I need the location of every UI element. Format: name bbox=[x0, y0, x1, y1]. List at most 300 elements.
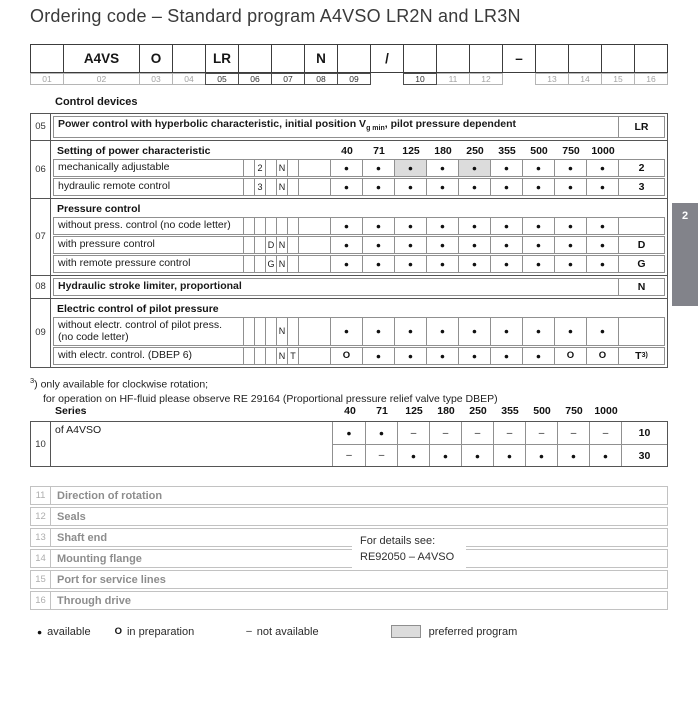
row-code-label: D bbox=[637, 238, 646, 251]
availability-cell-355 bbox=[490, 348, 522, 364]
position-number-15: 15 bbox=[31, 571, 51, 588]
code-letter: N bbox=[278, 239, 286, 250]
code-letter: N bbox=[278, 350, 286, 361]
availability-cell-750 bbox=[554, 160, 586, 176]
available-dot-icon: ● bbox=[439, 350, 446, 361]
section-body bbox=[51, 141, 667, 198]
position-number-07 bbox=[271, 73, 305, 85]
not-available-dash: – bbox=[538, 427, 545, 439]
available-dot-icon: ● bbox=[407, 162, 414, 173]
availability-cell-250 bbox=[458, 256, 490, 272]
details-note-line-1: For details see: bbox=[360, 535, 436, 547]
code-letter: G bbox=[267, 258, 275, 269]
code-letter-cell bbox=[254, 318, 265, 345]
availability-cell-180 bbox=[426, 318, 458, 345]
row-code bbox=[618, 117, 664, 137]
availability-cell-355 bbox=[490, 237, 522, 253]
available-dot-icon: ● bbox=[375, 220, 382, 231]
ordering-code-positions bbox=[30, 73, 668, 85]
series-code bbox=[621, 445, 667, 466]
code-cell-label: N bbox=[316, 51, 326, 66]
series-availability-cell-125 bbox=[397, 445, 429, 466]
position-number-label: 08 bbox=[35, 281, 46, 293]
row-description bbox=[54, 237, 243, 253]
position-number-15 bbox=[601, 73, 635, 85]
code-letter-cell bbox=[276, 237, 287, 253]
description-text: , pilot pressure dependent bbox=[384, 118, 517, 130]
code-cell-15 bbox=[601, 44, 635, 73]
code-letter-cell bbox=[254, 237, 265, 253]
size-header-500: 500 bbox=[530, 144, 548, 157]
position-number-label: 02 bbox=[96, 74, 107, 84]
code-letter-cell bbox=[287, 179, 298, 195]
available-dot-icon: ● bbox=[567, 239, 574, 250]
section-07 bbox=[31, 198, 667, 275]
position-number-05 bbox=[205, 73, 239, 85]
availability-cell-750 bbox=[554, 348, 586, 364]
availability-cell-250 bbox=[458, 160, 490, 176]
availability-cell-180 bbox=[426, 160, 458, 176]
order-position-label: Shaft end bbox=[57, 531, 108, 544]
available-dot-icon: ● bbox=[407, 326, 414, 337]
option-row bbox=[53, 178, 665, 196]
subscript-text: g min bbox=[366, 125, 385, 133]
available-dot-icon: ● bbox=[375, 326, 382, 337]
available-dot-icon: ● bbox=[343, 239, 350, 250]
availability-cell-1000 bbox=[586, 256, 618, 272]
spacer-cell bbox=[298, 179, 330, 195]
order-position-label: Mounting flange bbox=[57, 552, 142, 565]
availability-cell-180 bbox=[426, 237, 458, 253]
availability-cell-71 bbox=[362, 160, 394, 176]
row-code-label: 2 bbox=[638, 161, 645, 174]
available-dot-icon: ● bbox=[535, 162, 542, 173]
available-dot-icon: ● bbox=[602, 450, 609, 461]
code-letter-cell bbox=[254, 256, 265, 272]
code-cell-label: / bbox=[385, 51, 389, 66]
feature-row-05 bbox=[53, 116, 665, 138]
not-available-dash: – bbox=[474, 427, 481, 439]
availability-cell-500 bbox=[522, 318, 554, 345]
available-dot-icon: ● bbox=[503, 181, 510, 192]
position-number-label: 07 bbox=[283, 74, 293, 84]
code-letter-cell bbox=[254, 179, 265, 195]
position-number-13: 13 bbox=[31, 529, 51, 546]
available-dot-icon: ● bbox=[474, 450, 481, 461]
available-dot-icon: ● bbox=[599, 326, 606, 337]
series-code-label: 30 bbox=[638, 449, 651, 462]
group-header bbox=[53, 142, 665, 158]
available-dot-icon: ● bbox=[439, 326, 446, 337]
size-header-125: 125 bbox=[402, 144, 420, 157]
code-cell-03 bbox=[139, 44, 173, 73]
availability-cell-180 bbox=[426, 256, 458, 272]
in-preparation-circle-icon: O bbox=[114, 626, 122, 637]
code-letter-cell bbox=[265, 348, 276, 364]
description-text: hydraulic remote control bbox=[58, 180, 171, 193]
position-number-label: 07 bbox=[35, 231, 46, 243]
row-description bbox=[54, 279, 618, 295]
row-code-superscript: 3) bbox=[641, 352, 648, 360]
available-dot-icon: ● bbox=[37, 626, 43, 637]
legend-label: available bbox=[47, 625, 91, 638]
availability-cell-125 bbox=[394, 179, 426, 195]
available-dot-icon: ● bbox=[343, 162, 350, 173]
availability-cell-71 bbox=[362, 237, 394, 253]
position-number-14 bbox=[568, 73, 602, 85]
series-availability-cell-500 bbox=[525, 422, 557, 444]
availability-cell-355 bbox=[490, 218, 522, 234]
size-header-250: 250 bbox=[466, 144, 484, 157]
in-preparation-circle-icon: O bbox=[566, 350, 575, 362]
available-dot-icon: ● bbox=[343, 326, 350, 337]
code-letter-cell bbox=[265, 218, 276, 234]
section-body bbox=[51, 114, 667, 140]
series-availability-cell-355 bbox=[493, 445, 525, 466]
order-position-row-13 bbox=[30, 528, 668, 547]
position-number-11: 11 bbox=[31, 487, 51, 504]
availability-cell-40 bbox=[330, 348, 362, 364]
series-size-headers bbox=[334, 405, 622, 417]
group-header-label: Electric control of pilot pressure bbox=[57, 302, 219, 315]
row-code bbox=[618, 348, 664, 364]
availability-cell-125 bbox=[394, 218, 426, 234]
availability-cell-71 bbox=[362, 179, 394, 195]
code-letter-cell bbox=[276, 318, 287, 345]
code-cell-13 bbox=[535, 44, 569, 73]
availability-cell-355 bbox=[490, 318, 522, 345]
not-available-dash: – bbox=[410, 427, 417, 439]
position-number-08 bbox=[304, 73, 338, 85]
available-dot-icon: ● bbox=[503, 220, 510, 231]
row-description bbox=[54, 160, 243, 176]
position-number-label: 16 bbox=[646, 74, 656, 84]
available-dot-icon: ● bbox=[599, 239, 606, 250]
code-letter: N bbox=[278, 258, 286, 269]
group-header bbox=[53, 300, 665, 316]
row-description bbox=[54, 179, 243, 195]
code-cell-14 bbox=[568, 44, 602, 73]
section-body bbox=[51, 299, 667, 367]
description-line bbox=[58, 118, 516, 136]
code-cell-label: – bbox=[515, 51, 523, 66]
available-dot-icon: ● bbox=[343, 181, 350, 192]
code-letter-cell bbox=[276, 348, 287, 364]
position-number-13 bbox=[535, 73, 569, 85]
series-availability-cell-355 bbox=[493, 422, 525, 444]
series-size-header-355: 355 bbox=[501, 405, 519, 417]
position-number-label: 03 bbox=[151, 74, 161, 84]
spacer-cell bbox=[298, 218, 330, 234]
section-05 bbox=[31, 114, 667, 140]
availability-cell-71 bbox=[362, 318, 394, 345]
code-separator-cell bbox=[370, 44, 404, 73]
chapter-tab bbox=[672, 203, 698, 306]
series-size-header-40: 40 bbox=[344, 405, 356, 417]
order-position-row-11 bbox=[30, 486, 668, 505]
group-header-label: Pressure control bbox=[57, 202, 141, 215]
series-availability-cell-40 bbox=[333, 422, 365, 444]
available-dot-icon: ● bbox=[503, 258, 510, 269]
series-header bbox=[30, 405, 668, 417]
row-description bbox=[54, 256, 243, 272]
code-letter-cell bbox=[287, 348, 298, 364]
description-text: mechanically adjustable bbox=[58, 161, 170, 174]
position-number-label: 04 bbox=[184, 74, 194, 84]
size-header-750: 750 bbox=[562, 144, 580, 157]
row-code bbox=[618, 318, 664, 345]
series-size-header-125: 125 bbox=[405, 405, 423, 417]
available-dot-icon: ● bbox=[343, 258, 350, 269]
available-dot-icon: ● bbox=[375, 350, 382, 361]
description-text: without press. control (no code letter) bbox=[58, 219, 231, 232]
position-number-label: 14 bbox=[580, 74, 590, 84]
control-devices-table bbox=[30, 113, 668, 368]
group-header-label: Setting of power characteristic bbox=[57, 144, 211, 157]
available-dot-icon: ● bbox=[375, 258, 382, 269]
available-dot-icon: ● bbox=[439, 181, 446, 192]
ordering-code-cells bbox=[30, 44, 668, 73]
position-number-label: 01 bbox=[42, 74, 52, 84]
order-position-label: Seals bbox=[57, 510, 86, 523]
position-number-09 bbox=[337, 73, 371, 85]
code-cell-04 bbox=[172, 44, 206, 73]
code-letter: N bbox=[278, 181, 286, 192]
row-description bbox=[54, 117, 618, 137]
option-row bbox=[53, 317, 665, 346]
availability-cell-1000 bbox=[586, 318, 618, 345]
availability-cell-355 bbox=[490, 179, 522, 195]
code-letter: 2 bbox=[257, 162, 263, 173]
availability-cell-125 bbox=[394, 318, 426, 345]
available-dot-icon: ● bbox=[535, 239, 542, 250]
code-separator-cell bbox=[502, 44, 536, 73]
code-letter-cell bbox=[287, 237, 298, 253]
legend-item-circle bbox=[115, 626, 195, 638]
available-dot-icon: ● bbox=[407, 220, 414, 231]
legend-item-box bbox=[391, 625, 518, 638]
availability-cell-250 bbox=[458, 218, 490, 234]
code-letter: D bbox=[267, 239, 275, 250]
legend bbox=[37, 625, 517, 638]
position-number-06 bbox=[31, 141, 51, 198]
series-size-header-250: 250 bbox=[469, 405, 487, 417]
row-code-label: G bbox=[637, 257, 646, 270]
position-number-10 bbox=[403, 73, 437, 85]
availability-cell-71 bbox=[362, 256, 394, 272]
availability-cell-40 bbox=[330, 160, 362, 176]
legend-item-dot bbox=[37, 626, 91, 638]
row-code bbox=[618, 256, 664, 272]
position-number-label: 06 bbox=[250, 74, 260, 84]
available-dot-icon: ● bbox=[503, 350, 510, 361]
description-text: with pressure control bbox=[58, 238, 155, 251]
row-code bbox=[618, 237, 664, 253]
position-number-label: 10 bbox=[415, 74, 425, 84]
code-letter-cell bbox=[276, 256, 287, 272]
position-number-05 bbox=[31, 114, 51, 140]
position-number-label: 15 bbox=[613, 74, 623, 84]
availability-cell-250 bbox=[458, 318, 490, 345]
available-dot-icon: ● bbox=[567, 326, 574, 337]
code-letter-cell bbox=[287, 318, 298, 345]
order-position-label: Direction of rotation bbox=[57, 489, 163, 502]
code-letter-cell bbox=[254, 218, 265, 234]
row-description bbox=[54, 348, 243, 364]
code-cell-07 bbox=[271, 44, 305, 73]
position-number-10: 10 bbox=[31, 422, 51, 466]
series-code bbox=[621, 422, 667, 444]
row-code bbox=[618, 218, 664, 234]
code-cell-label: O bbox=[150, 51, 162, 66]
not-available-dash: – bbox=[602, 427, 609, 439]
code-letter-cell bbox=[243, 218, 254, 234]
availability-cell-40 bbox=[330, 318, 362, 345]
code-letter-cell bbox=[243, 237, 254, 253]
footnote-text: ) only available for clockwise rotation; bbox=[34, 378, 209, 391]
available-dot-icon: ● bbox=[442, 450, 449, 461]
row-code-label: N bbox=[637, 280, 646, 293]
available-dot-icon: ● bbox=[375, 181, 382, 192]
availability-cell-250 bbox=[458, 179, 490, 195]
section-body bbox=[51, 276, 667, 298]
details-note-line-2: RE92050 – A4VSO bbox=[360, 551, 455, 563]
series-size-header-1000: 1000 bbox=[594, 405, 618, 417]
available-dot-icon: ● bbox=[535, 258, 542, 269]
availability-cell-500 bbox=[522, 218, 554, 234]
availability-cell-500 bbox=[522, 348, 554, 364]
series-size-header-71: 71 bbox=[376, 405, 388, 417]
available-dot-icon: ● bbox=[471, 162, 478, 173]
available-dot-icon: ● bbox=[471, 220, 478, 231]
code-letter: N bbox=[278, 326, 286, 337]
code-letter-cell bbox=[287, 218, 298, 234]
available-dot-icon: ● bbox=[471, 350, 478, 361]
series-availability-cell-250 bbox=[461, 445, 493, 466]
footnote-sup: 3 bbox=[30, 376, 35, 385]
group-header bbox=[53, 200, 665, 216]
order-positions-table bbox=[30, 486, 668, 612]
code-cell-label: LR bbox=[213, 51, 231, 66]
code-letter: T bbox=[290, 350, 296, 361]
size-header-180: 180 bbox=[434, 144, 452, 157]
series-availability-cell-125 bbox=[397, 422, 429, 444]
code-cell-02 bbox=[63, 44, 140, 73]
feature-row-08 bbox=[53, 278, 665, 296]
in-preparation-circle-icon: O bbox=[342, 350, 351, 362]
availability-cell-750 bbox=[554, 256, 586, 272]
not-available-dash: – bbox=[346, 450, 352, 461]
option-row bbox=[53, 159, 665, 177]
code-letter-cell bbox=[265, 318, 276, 345]
position-number-label: 12 bbox=[481, 74, 491, 84]
available-dot-icon: ● bbox=[538, 450, 545, 461]
availability-cell-750 bbox=[554, 218, 586, 234]
code-cell-09 bbox=[337, 44, 371, 73]
legend-item-dash bbox=[246, 626, 318, 638]
not-available-dash: – bbox=[378, 450, 385, 461]
spacer-cell bbox=[298, 160, 330, 176]
size-header-1000: 1000 bbox=[591, 144, 615, 157]
in-preparation-circle-icon: O bbox=[598, 350, 607, 362]
available-dot-icon: ● bbox=[471, 258, 478, 269]
code-cell-01 bbox=[30, 44, 64, 73]
code-cell-06 bbox=[238, 44, 272, 73]
availability-cell-750 bbox=[554, 179, 586, 195]
series-availability-cell-750 bbox=[557, 422, 589, 444]
position-gap bbox=[502, 73, 536, 85]
position-number-label: 13 bbox=[547, 74, 557, 84]
code-cell-08 bbox=[304, 44, 338, 73]
position-number-12: 12 bbox=[31, 508, 51, 525]
series-description: of A4VSO bbox=[51, 422, 333, 466]
available-dot-icon: ● bbox=[567, 220, 574, 231]
description-text: Power control with hyperbolic characteristic, initial position V bbox=[58, 118, 367, 130]
not-available-dash: – bbox=[246, 626, 252, 637]
not-available-dash: – bbox=[570, 427, 577, 439]
position-number-label: 06 bbox=[35, 163, 46, 175]
series-availability-cell-500 bbox=[525, 445, 557, 466]
available-dot-icon: ● bbox=[506, 450, 513, 461]
code-cell-05 bbox=[205, 44, 239, 73]
series-rows bbox=[333, 422, 667, 466]
availability-cell-125 bbox=[394, 348, 426, 364]
availability-cell-125 bbox=[394, 160, 426, 176]
availability-cell-500 bbox=[522, 237, 554, 253]
position-number-label: 09 bbox=[349, 74, 359, 84]
position-number-16: 16 bbox=[31, 592, 51, 609]
available-dot-icon: ● bbox=[471, 181, 478, 192]
option-row bbox=[53, 217, 665, 235]
size-header-71: 71 bbox=[373, 144, 385, 157]
row-code bbox=[618, 160, 664, 176]
series-table bbox=[30, 421, 668, 467]
description-text: with remote pressure control bbox=[58, 257, 191, 270]
details-note bbox=[352, 530, 466, 569]
row-code bbox=[618, 179, 664, 195]
row-code bbox=[618, 279, 664, 295]
code-letter-cell bbox=[243, 318, 254, 345]
available-dot-icon: ● bbox=[471, 239, 478, 250]
available-dot-icon: ● bbox=[535, 326, 542, 337]
code-letter-cell bbox=[265, 237, 276, 253]
available-dot-icon: ● bbox=[567, 162, 574, 173]
not-available-dash: – bbox=[506, 427, 513, 439]
available-dot-icon: ● bbox=[407, 350, 414, 361]
size-header-355: 355 bbox=[498, 144, 516, 157]
series-availability-cell-180 bbox=[429, 422, 461, 444]
available-dot-icon: ● bbox=[407, 239, 414, 250]
code-letter-cell bbox=[287, 160, 298, 176]
series-row-10 bbox=[333, 422, 667, 444]
row-code-label: LR bbox=[634, 120, 649, 133]
available-dot-icon: ● bbox=[567, 258, 574, 269]
series-availability-cell-750 bbox=[557, 445, 589, 466]
control-devices-heading: Control devices bbox=[55, 96, 138, 108]
available-dot-icon: ● bbox=[407, 258, 414, 269]
available-dot-icon: ● bbox=[503, 162, 510, 173]
available-dot-icon: ● bbox=[407, 181, 414, 192]
not-available-dash: – bbox=[442, 427, 449, 439]
row-description bbox=[54, 318, 243, 345]
series-row-30 bbox=[333, 444, 667, 466]
order-position-row-14 bbox=[30, 549, 668, 568]
position-number-07 bbox=[31, 199, 51, 275]
option-row bbox=[53, 347, 665, 365]
position-number-08 bbox=[31, 276, 51, 298]
availability-cell-1000 bbox=[586, 237, 618, 253]
position-number-04 bbox=[172, 73, 206, 85]
